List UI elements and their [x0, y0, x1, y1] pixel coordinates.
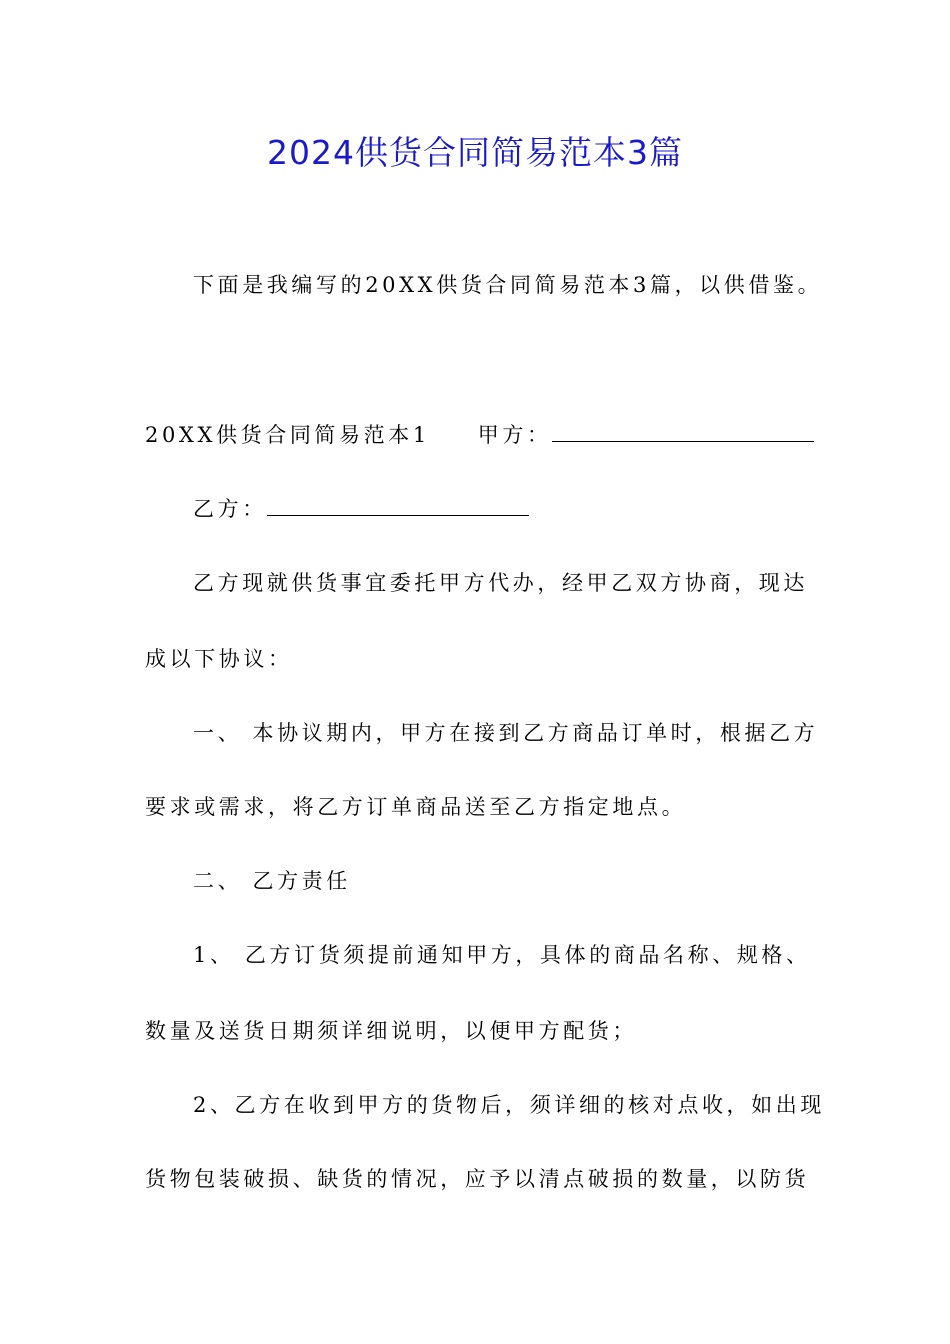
- paragraph-line: 数量及送货日期须详细说明，以便甲方配货；: [145, 1019, 637, 1043]
- paragraph-line: 二、 乙方责任: [193, 869, 351, 893]
- party-b-label: 乙方：: [193, 497, 267, 521]
- party-b-blank: [267, 495, 529, 516]
- paragraph-line: 1、 乙方订货须提前通知甲方，具体的商品名称、规格、: [193, 943, 811, 967]
- document-title: 2024供货合同简易范本3篇: [267, 133, 683, 172]
- intro-paragraph: 下面是我编写的20XX供货合同简易范本3篇，以供借鉴。: [193, 273, 823, 297]
- party-b-row: [193, 494, 529, 524]
- section-heading-row: [145, 420, 814, 450]
- paragraph-line: 2、乙方在收到甲方的货物后，须详细的核对点收，如出现: [193, 1093, 825, 1117]
- section-heading: 20XX供货合同简易范本1: [145, 423, 430, 447]
- party-a-label: 甲方：: [477, 423, 552, 447]
- paragraph-line: 一、 本协议期内，甲方在接到乙方商品订单时，根据乙方: [193, 721, 819, 745]
- paragraph-line: 要求或需求，将乙方订单商品送至乙方指定地点。: [145, 795, 687, 819]
- paragraph-line: 成以下协议：: [145, 647, 293, 671]
- paragraph-line: 货物包装破损、缺货的情况，应予以清点破损的数量，以防货: [145, 1167, 810, 1191]
- party-a-blank: [552, 421, 814, 442]
- paragraph-line: 乙方现就供货事宜委托甲方代办，经甲乙双方协商，现达: [193, 571, 808, 595]
